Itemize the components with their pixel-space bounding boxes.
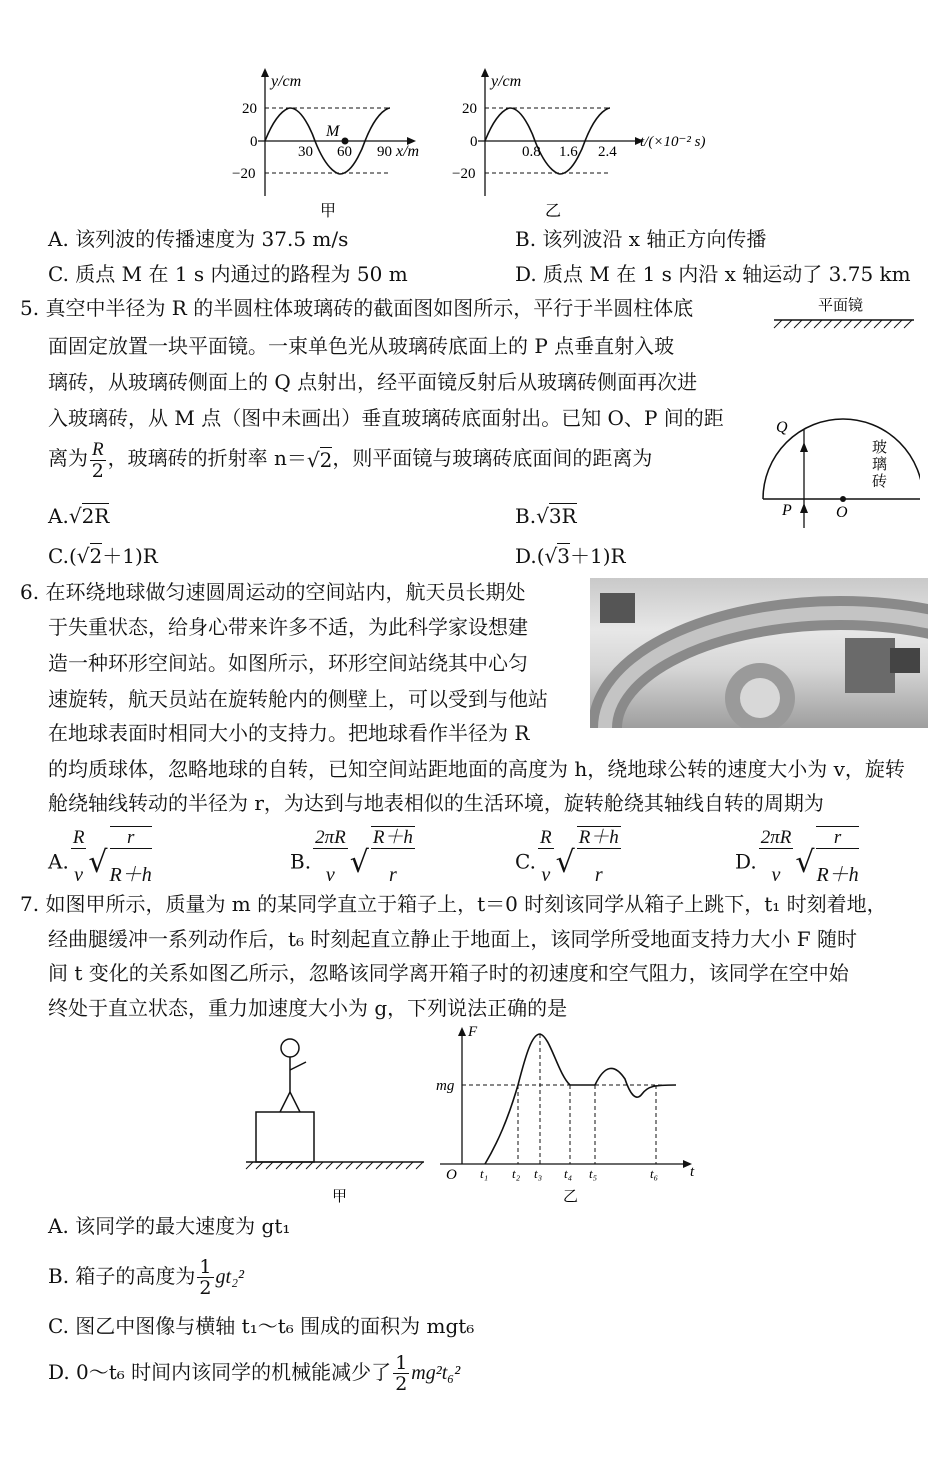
svg-text:60: 60 [337, 144, 352, 160]
svg-text:t₁: t₁ [480, 1166, 489, 1181]
q7-figure [240, 1024, 710, 1209]
q7-option-a: A. 该同学的最大速度为 gt₁ [48, 1214, 291, 1238]
q5-line-3: 璃砖，从玻璃砖侧面上的 Q 点射出，经平面镜反射后从玻璃砖侧面再次进 [48, 370, 698, 394]
svg-text:乙: 乙 [545, 203, 562, 220]
svg-text:F: F [468, 1024, 478, 1040]
q5-line-1: 5. 真空中半径为 R 的半圆柱体玻璃砖的截面图如图所示，平行于半圆柱体底 [20, 296, 694, 320]
q4-option-b: B. 该列波沿 x 轴正方向传播 [515, 227, 767, 251]
q5-fraction: $\frac{R}{2}$ [91, 438, 104, 482]
q5-option-b: B.√3R [515, 504, 577, 528]
q6-line-5: 在地球表面时相同大小的支持力。把地球看作半径为 R [48, 721, 530, 745]
q5-line-4: 入玻璃砖，从 M 点（图中未画出）垂直玻璃砖底面射出。已知 O、P 间的距 [48, 406, 724, 430]
svg-text:2.4: 2.4 [598, 144, 617, 160]
svg-text:1.6: 1.6 [559, 144, 578, 160]
q6-line-2: 于失重状态，给身心带来许多不适，为此科学家设想建 [48, 615, 528, 639]
svg-text:90: 90 [377, 144, 392, 160]
force-time-graph [436, 1024, 695, 1205]
q5-option-a: A.√2R [48, 504, 110, 528]
force-curve [485, 1034, 676, 1164]
q7-line-1: 7. 如图甲所示，质量为 m 的某同学直立于箱子上，t＝0 时刻该同学从箱子上跳下，t₁ 时刻着地， [20, 892, 887, 916]
svg-text:−20: −20 [452, 166, 476, 182]
q7-option-b: B. 箱子的高度为 $\frac{1}{2}$ gt₂² [48, 1256, 245, 1299]
q6-line-4: 速旋转，航天员站在旋转舱内的侧壁上，可以受到与他站 [48, 687, 548, 711]
left-ylabel: y/cm [271, 73, 302, 90]
person-on-box [246, 1039, 424, 1205]
svg-text:P: P [782, 502, 792, 519]
mirror-label: 平面镜 [818, 298, 864, 314]
svg-text:0: 0 [250, 134, 258, 150]
svg-text:O: O [836, 504, 848, 521]
wave-graph-left [232, 68, 419, 220]
svg-text:t₃: t₃ [534, 1166, 543, 1181]
q7-option-d: D. 0～t₆ 时间内该同学的机械能减少了 $\frac{1}{2}$ mg²t₆² [48, 1352, 461, 1395]
brick-label: 玻璃砖 [872, 440, 888, 490]
q4-option-a: A. 该列波的传播速度为 37.5 m/s [48, 227, 349, 251]
q6-line-7: 舱绕轴线转动的半径为 r，为达到与地表相似的生活环境，旋转舱绕其轴线自转的周期为 [48, 791, 824, 815]
q5-line-5: 离为 $\frac{R}{2}$ ，玻璃砖的折射率 n＝√2，则平面镜与玻璃砖底面间的距离为 [48, 438, 653, 482]
q7-line-2: 经曲腿缓冲一系列动作后，t₆ 时刻起直立静止于地面上，该同学所受地面支持力大小 F 随时 [48, 927, 858, 951]
wave-figure [220, 66, 740, 226]
svg-text:20: 20 [462, 101, 477, 117]
svg-text:t₄: t₄ [564, 1166, 573, 1181]
q5-line-2: 面固定放置一块平面镜。一束单色光从玻璃砖底面上的 P 点垂直射入玻 [48, 334, 675, 358]
q6-option-c: C. $\frac{R}{v}√$ $\frac{R+h}{r}$ [515, 826, 623, 900]
q4-option-d: D. 质点 M 在 1 s 内沿 x 轴运动了 3.75 km [515, 262, 911, 286]
svg-text:Q: Q [776, 419, 788, 436]
point-O [840, 496, 846, 502]
svg-text:x/m: x/m [396, 143, 420, 160]
q4-option-c: C. 质点 M 在 1 s 内通过的路程为 50 m [48, 262, 408, 286]
svg-text:t₆: t₆ [650, 1166, 659, 1181]
q6-option-d: D. $\frac{2\pi R}{v}√$ $\frac{r}{R+h}$ [735, 826, 861, 900]
q7-line-4: 终处于直立状态，重力加速度大小为 g，下列说法正确的是 [48, 996, 568, 1020]
svg-text:0.8: 0.8 [522, 144, 541, 160]
wave-graph-right [452, 68, 705, 220]
q5-option-d: D.(√3＋1)R [515, 544, 626, 568]
svg-text:20: 20 [242, 101, 257, 117]
svg-text:M: M [326, 123, 340, 140]
q6-option-a: A. $\frac{R}{v}√$ $\frac{r}{R+h}$ [48, 826, 154, 900]
svg-text:mg: mg [436, 1078, 455, 1094]
q5-sqrt: √2 [306, 447, 333, 472]
svg-text:t₂: t₂ [512, 1166, 521, 1181]
svg-text:y/cm: y/cm [491, 73, 522, 90]
svg-text:30: 30 [298, 144, 313, 160]
svg-text:−20: −20 [232, 166, 256, 182]
svg-text:t/(×10⁻² s): t/(×10⁻² s) [640, 134, 706, 150]
svg-text:t: t [690, 1164, 695, 1180]
svg-text:甲: 甲 [320, 203, 337, 220]
q6-line-1: 6. 在环绕地球做匀速圆周运动的空间站内，航天员长期处 [20, 580, 526, 604]
q5-option-c: C.(√2＋1)R [48, 544, 158, 568]
svg-text:乙: 乙 [563, 1189, 579, 1205]
svg-text:甲: 甲 [332, 1189, 348, 1205]
q7-line-3: 间 t 变化的关系如图乙所示，忽略该同学离开箱子时的初速度和空气阻力，该同学在空中始 [48, 961, 849, 985]
space-station-image [590, 578, 928, 728]
svg-text:t₅: t₅ [589, 1166, 598, 1181]
svg-text:O: O [446, 1167, 457, 1183]
q6-option-b: B. $\frac{2\pi R}{v}√$ $\frac{R+h}{r}$ [290, 826, 417, 900]
svg-text:0: 0 [470, 134, 478, 150]
q5-figure [760, 292, 920, 532]
q6-line-3: 造一种环形空间站。如图所示，环形空间站绕其中心匀 [48, 651, 528, 675]
q7-option-c: C. 图乙中图像与横轴 t₁～t₆ 围成的面积为 mgt₆ [48, 1314, 475, 1338]
q6-line-6: 的均质球体，忽略地球的自转，已知空间站距地面的高度为 h，绕地球公转的速度大小为 v，旋转 [48, 757, 905, 781]
